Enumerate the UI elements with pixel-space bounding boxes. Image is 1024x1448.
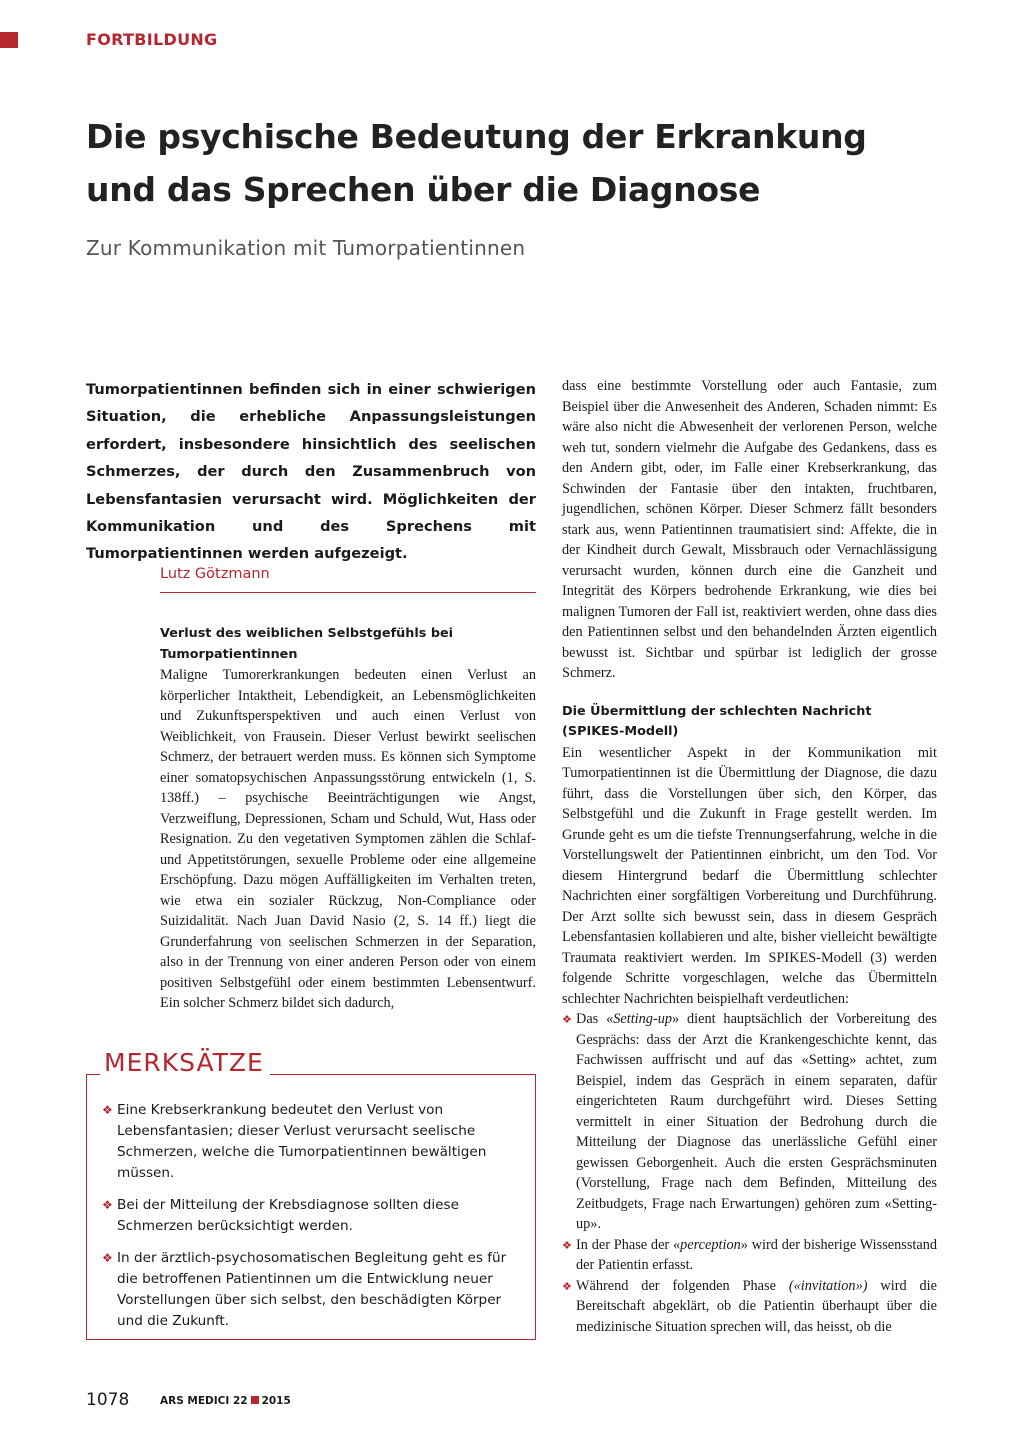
section1-body: Maligne Tumorerkrankungen bedeuten einen Verlust an körperlicher Intaktheit, Lebendigkeit, an Lebensmöglichkeiten und Zukunftsperspektiven und auch einen Verlust von Weiblichkeit, von Frausein. Dieser Verlust bewirkt seelischen Schmerz, der betrauert werden muss. Es können sich Symptome einer somatopsychischen Anpassungsstörung entwickeln (1, S. 138ff.) – psychische Beeinträchtigungen wie Angst, Verzweiflung, Depressionen, Scham und Schuld, Wut, Hass oder Resignation. Zu den vegetativen Symptomen zählen die Schlaf- und Appetitstörungen, sexuelle Probleme oder eine allgemeine Erschöpfung. Dazu mögen Auffälligkeiten im Verhalten treten, wie etwa ein sozialer Rückzug, Non-Compliance oder Suizidalität. Nach Juan David Nasio (2, S. 14 ff.) liegt die Grunderfahrung von seelischen Schmerzen in der Separation, also in der Trennung von einer anderen Person oder von einem positiven Selbstgefühl oder einem bestimmten Lebensentwurf. Ein solcher Schmerz bildet sich dadurch, (160, 667, 536, 1011)
merksaetze-list (102, 1100, 522, 1343)
journal-year: 2015 (261, 1395, 291, 1407)
article-subtitle: Zur Kommunikation mit Tumorpatientinnen (86, 236, 526, 260)
column-middle (160, 624, 536, 1014)
list-item: ❖ Eine Krebserkrankung bedeutet den Verlust von Lebensfantasien; dieser Verlust verursacht seelische Schmerzen, welche die Tumorpatientinnen bewältigen müssen. (102, 1102, 487, 1181)
journal-info (160, 1395, 291, 1407)
diamond-bullet-icon: ❖ (562, 1239, 572, 1252)
box-border-segment (270, 1074, 536, 1075)
article-lead: Tumorpatientinnen befinden sich in einer schwierigen Situation, die erhebliche Anpassungsleistungen erfordert, insbesondere hinsichtlich des seelischen Schmerzes, der durch den Zusammenbruch von Lebensfantasien verursacht wird. Möglichkeiten der Kommunikation und des Sprechens mit Tumorpatientinnen werden aufgezeigt. (86, 381, 536, 563)
author-name: Lutz Götzmann (160, 566, 270, 582)
section-label: FORTBILDUNG (86, 30, 218, 49)
author-divider (160, 592, 536, 593)
list-item: ❖ In der Phase der «perception» wird der bisherige Wissensstand der Patientin erfasst. (562, 1236, 937, 1273)
diamond-bullet-icon: ❖ (562, 1280, 572, 1293)
column-right (562, 376, 937, 1337)
diamond-bullet-icon: ❖ (102, 1251, 113, 1265)
section2-body: Ein wesentlicher Aspekt in der Kommunikation mit Tumorpatientinnen ist die Übermittlung der Diagnose, die dazu führt, dass die Vorstellungen über sich, den Körper, das Selbstgefühl und die Zukunft in Frage gestellt werden. Im Grunde geht es um die tiefste Trennungserfahrung, welche in die Vorstellungswelt der Patientinnen einbricht, um den Tod. Vor diesem Hintergrund bedarf die Übermittlung schlechter Nachrichten einer sorgfältigen Vorbereitung und Durchführung. Der Arzt sollte sich bewusst sein, dass in diesem Gespräch Lebensfantasien kollabieren und alte, bisher vielleicht bewältigte Traumata reaktiviert werden. Im SPIKES-Modell (3) werden folgende Schritte vorgeschlagen, welche das Übermitteln schlechter Nachrichten beispielhaft verdeutlichen: (562, 744, 937, 1007)
diamond-bullet-icon: ❖ (102, 1198, 113, 1212)
section-marker (0, 32, 18, 48)
journal-name: ARS MEDICI 22 (160, 1395, 248, 1407)
diamond-bullet-icon: ❖ (562, 1014, 572, 1026)
spikes-list (562, 1009, 937, 1337)
section1-continuation: dass eine bestimmte Vorstellung oder auch Fantasie, zum Beispiel über die Anwesenheit des Anderen, Schaden nimmt: Es wäre also nicht die Abwesenheit der verlorenen Person, welche weh tut, sondern vielmehr die Aufgabe des Gedankens, dass es den Andern gibt, oder, im Falle einer Krebserkrankung, das Schwinden der Fantasie über den intakten, fruchtbaren, jugendlichen, schönen Körper. Dieser Schmerz fällt besonders stark aus, wenn Patientinnen traumatisiert sind: Affekte, die in der Kindheit durch Gewalt, Missbrauch oder Vernachlässigung verursacht wurden, können durch eine die Ganzheit und Integrität des Körpers bedrohende Erkrankung, wie dies bei malignen Tumoren der Fall ist, reaktiviert werden, ohne dass dies den Patientinnen selbst und den behandelnden Ärzten eigentlich bewusst ist. Sichtbar und spürbar ist lediglich der grosse Schmerz. (562, 378, 937, 681)
list-item: ❖ Während der folgenden Phase («invitation») wird die Bereitschaft abgeklärt, ob die Patientin überhaupt über die medizinische Situation sprechen will, das heisst, ob die (562, 1277, 937, 1335)
merksaetze-title: MERKSÄTZE (104, 1048, 264, 1077)
diamond-bullet-icon: ❖ (102, 1103, 113, 1117)
list-item: ❖ Bei der Mitteilung der Krebsdiagnose sollten diese Schmerzen berücksichtigt werden. (102, 1197, 459, 1234)
list-item: ❖ In der ärztlich-psychosomatischen Begleitung geht es für die betroffenen Patientinnen um die Entwicklung neuer Vorstellungen über sich selbst, den beschädigten Körper und die Zukunft. (102, 1250, 507, 1329)
box-border-segment (86, 1074, 100, 1075)
section1-heading: Verlust des weiblichen Selbstgefühls bei Tumorpatientinnen (160, 626, 454, 662)
footer-square-icon (251, 1396, 259, 1404)
section2-heading: Die Übermittlung der schlechten Nachricht (SPIKES-Modell) (562, 703, 872, 739)
list-item: ❖ Das «Setting-up» dient hauptsächlich der Vorbereitung des Gesprächs: dass der Arzt die Krankengeschichte kennt, das Fachwissen auffrischt und auf das «Setting» achtet, zum Beispiel, indem das Gespräch in einem separaten, dafür eingerichteten Raum durchgeführt wird. Dieses Setting vermittelt in einer Situation der Bedrohung durch die Mitteilung der Diagnose das unerlässliche Gefühl einer gewissen Geborgenheit. Auch die ersten Gesprächsminuten (Vorstellung, Frage nach dem Befinden, Mitteilung des Zeitbudgets, Frage nach Erwartungen) gehören zum «Setting-up». (562, 1011, 937, 1232)
page-number: 1078 (86, 1390, 130, 1410)
article-title: Die psychische Bedeutung der Erkrankung und das Sprechen über die Diagnose (86, 117, 867, 209)
